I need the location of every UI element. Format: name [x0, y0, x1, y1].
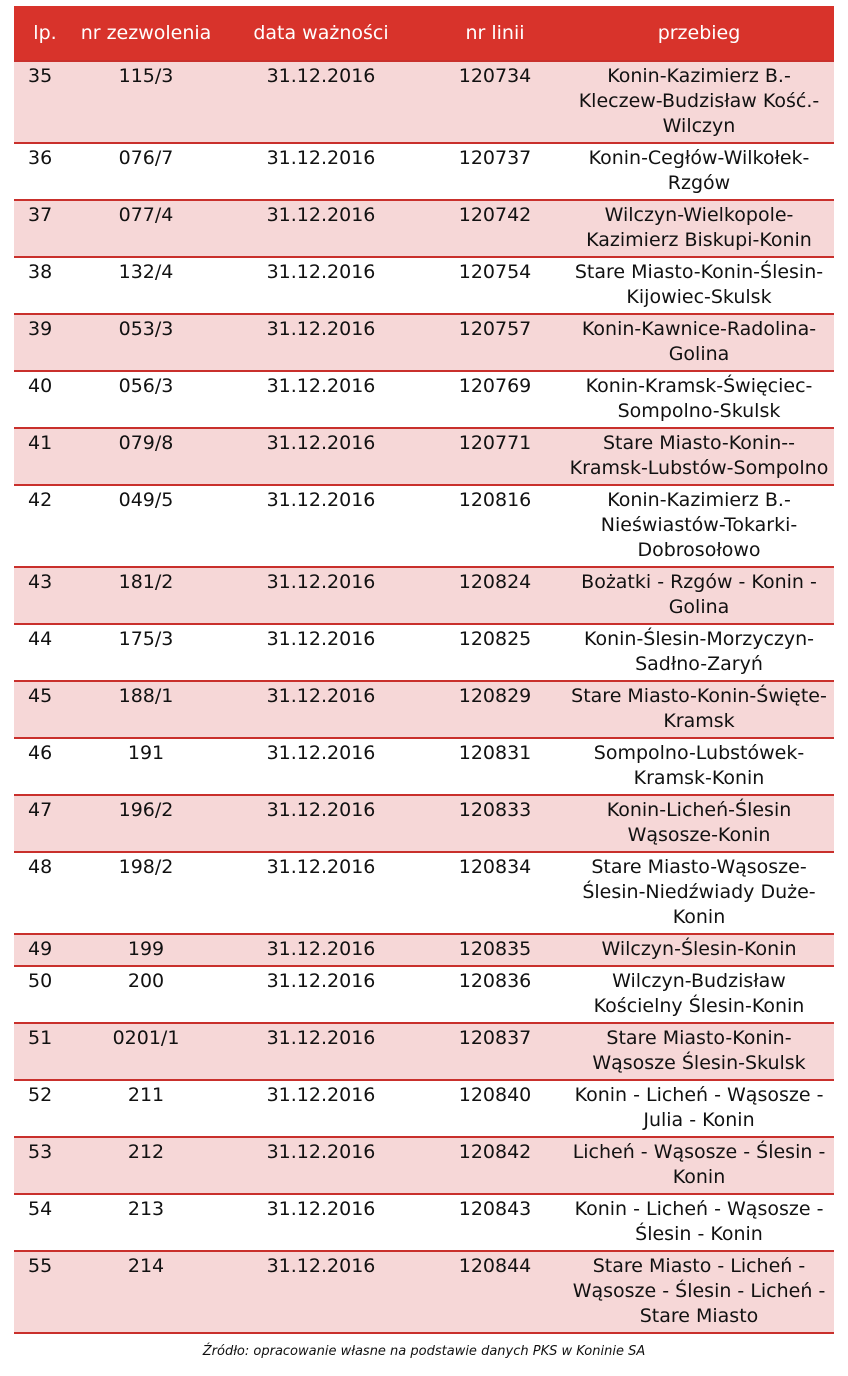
cell-line-number: 120829 [426, 681, 564, 738]
cell-line-number: 120843 [426, 1194, 564, 1251]
table-row [14, 200, 834, 257]
cell-lp: 48 [14, 852, 76, 934]
cell-validity-date: 31.12.2016 [216, 485, 426, 567]
cell-permit-number: 053/3 [76, 314, 216, 371]
cell-line-number: 120836 [426, 966, 564, 1023]
cell-route: Sompolno-Lubstówek-Kramsk-Konin [564, 738, 834, 795]
cell-route: Stare Miasto-Konin-Ślesin-Kijowiec-Skulsk [564, 257, 834, 314]
cell-permit-number: 056/3 [76, 371, 216, 428]
cell-permit-number: 175/3 [76, 624, 216, 681]
table-row [14, 1080, 834, 1137]
cell-lp: 37 [14, 200, 76, 257]
table-row [14, 257, 834, 314]
cell-lp: 50 [14, 966, 76, 1023]
cell-validity-date: 31.12.2016 [216, 681, 426, 738]
header-lp: lp. [14, 6, 76, 61]
cell-route: Stare Miasto-Konin-Wąsosze Ślesin-Skulsk [564, 1023, 834, 1080]
table-body [14, 61, 834, 1333]
cell-lp: 45 [14, 681, 76, 738]
cell-line-number: 120769 [426, 371, 564, 428]
cell-line-number: 120737 [426, 143, 564, 200]
cell-permit-number: 198/2 [76, 852, 216, 934]
header-line-number: nr linii [426, 6, 564, 61]
cell-line-number: 120844 [426, 1251, 564, 1333]
cell-validity-date: 31.12.2016 [216, 567, 426, 624]
cell-lp: 39 [14, 314, 76, 371]
cell-validity-date: 31.12.2016 [216, 1137, 426, 1194]
table-row [14, 428, 834, 485]
cell-lp: 36 [14, 143, 76, 200]
table-row [14, 681, 834, 738]
cell-line-number: 120833 [426, 795, 564, 852]
cell-line-number: 120824 [426, 567, 564, 624]
cell-validity-date: 31.12.2016 [216, 257, 426, 314]
cell-validity-date: 31.12.2016 [216, 428, 426, 485]
cell-validity-date: 31.12.2016 [216, 200, 426, 257]
cell-validity-date: 31.12.2016 [216, 795, 426, 852]
cell-line-number: 120757 [426, 314, 564, 371]
table-row [14, 795, 834, 852]
table-row [14, 61, 834, 143]
cell-validity-date: 31.12.2016 [216, 738, 426, 795]
cell-validity-date: 31.12.2016 [216, 1023, 426, 1080]
table-row [14, 314, 834, 371]
cell-route: Stare Miasto-Konin--Kramsk-Lubstów-Sompolno [564, 428, 834, 485]
cell-permit-number: 199 [76, 934, 216, 966]
table-row [14, 966, 834, 1023]
cell-lp: 54 [14, 1194, 76, 1251]
cell-route: Konin-Licheń-Ślesin Wąsosze-Konin [564, 795, 834, 852]
cell-validity-date: 31.12.2016 [216, 966, 426, 1023]
cell-lp: 42 [14, 485, 76, 567]
cell-route: Konin-Kramsk-Święciec-Sompolno-Skulsk [564, 371, 834, 428]
cell-lp: 55 [14, 1251, 76, 1333]
cell-permit-number: 079/8 [76, 428, 216, 485]
cell-line-number: 120825 [426, 624, 564, 681]
cell-lp: 51 [14, 1023, 76, 1080]
cell-validity-date: 31.12.2016 [216, 1251, 426, 1333]
cell-line-number: 120771 [426, 428, 564, 485]
cell-lp: 38 [14, 257, 76, 314]
table-row [14, 143, 834, 200]
cell-route: Konin-Kawnice-Radolina-Golina [564, 314, 834, 371]
cell-validity-date: 31.12.2016 [216, 61, 426, 143]
table-row [14, 485, 834, 567]
cell-permit-number: 212 [76, 1137, 216, 1194]
cell-route: Stare Miasto-Konin-Święte-Kramsk [564, 681, 834, 738]
cell-permit-number: 181/2 [76, 567, 216, 624]
cell-route: Konin-Kazimierz B.-Kleczew-Budzisław Kość.-Wilczyn [564, 61, 834, 143]
cell-line-number: 120742 [426, 200, 564, 257]
cell-line-number: 120842 [426, 1137, 564, 1194]
cell-permit-number: 213 [76, 1194, 216, 1251]
cell-lp: 47 [14, 795, 76, 852]
table-row [14, 738, 834, 795]
cell-lp: 52 [14, 1080, 76, 1137]
cell-permit-number: 132/4 [76, 257, 216, 314]
cell-route: Stare Miasto-Wąsosze-Ślesin-Niedźwiady Duże-Konin [564, 852, 834, 934]
cell-validity-date: 31.12.2016 [216, 371, 426, 428]
cell-route: Konin-Cegłów-Wilkołek-Rzgów [564, 143, 834, 200]
cell-line-number: 120835 [426, 934, 564, 966]
cell-route: Wilczyn-Budzisław Kościelny Ślesin-Konin [564, 966, 834, 1023]
table-row [14, 624, 834, 681]
header-route: przebieg [564, 6, 834, 61]
cell-validity-date: 31.12.2016 [216, 143, 426, 200]
cell-permit-number: 076/7 [76, 143, 216, 200]
cell-line-number: 120831 [426, 738, 564, 795]
cell-lp: 44 [14, 624, 76, 681]
cell-route: Wilczyn-Wielkopole-Kazimierz Biskupi-Konin [564, 200, 834, 257]
cell-lp: 41 [14, 428, 76, 485]
cell-validity-date: 31.12.2016 [216, 624, 426, 681]
table-row [14, 1251, 834, 1333]
cell-route: Konin - Licheń - Wąsosze - Julia - Konin [564, 1080, 834, 1137]
cell-lp: 35 [14, 61, 76, 143]
table-row [14, 1194, 834, 1251]
cell-permit-number: 211 [76, 1080, 216, 1137]
cell-line-number: 120754 [426, 257, 564, 314]
cell-permit-number: 0201/1 [76, 1023, 216, 1080]
cell-route: Bożatki - Rzgów - Konin - Golina [564, 567, 834, 624]
table-row [14, 852, 834, 934]
cell-permit-number: 049/5 [76, 485, 216, 567]
cell-line-number: 120816 [426, 485, 564, 567]
cell-line-number: 120734 [426, 61, 564, 143]
table-row [14, 567, 834, 624]
cell-route: Konin - Licheń - Wąsosze - Ślesin - Konin [564, 1194, 834, 1251]
permits-table-container [14, 6, 834, 1334]
cell-permit-number: 214 [76, 1251, 216, 1333]
table-row [14, 1023, 834, 1080]
cell-permit-number: 077/4 [76, 200, 216, 257]
cell-lp: 46 [14, 738, 76, 795]
cell-lp: 40 [14, 371, 76, 428]
cell-permit-number: 115/3 [76, 61, 216, 143]
cell-line-number: 120834 [426, 852, 564, 934]
cell-validity-date: 31.12.2016 [216, 314, 426, 371]
cell-validity-date: 31.12.2016 [216, 1080, 426, 1137]
cell-lp: 49 [14, 934, 76, 966]
cell-line-number: 120837 [426, 1023, 564, 1080]
source-caption: Źródło: opracowanie własne na podstawie danych PKS w Koninie SA [202, 1344, 646, 1359]
cell-route: Licheń - Wąsosze - Ślesin - Konin [564, 1137, 834, 1194]
cell-lp: 53 [14, 1137, 76, 1194]
table-row [14, 934, 834, 966]
cell-permit-number: 200 [76, 966, 216, 1023]
cell-validity-date: 31.12.2016 [216, 1194, 426, 1251]
table-row [14, 1137, 834, 1194]
cell-permit-number: 196/2 [76, 795, 216, 852]
cell-route: Konin-Ślesin-Morzyczyn-Sadłno-Zaryń [564, 624, 834, 681]
header-row [14, 6, 834, 61]
permits-table [14, 6, 834, 1334]
cell-permit-number: 188/1 [76, 681, 216, 738]
cell-route: Wilczyn-Ślesin-Konin [564, 934, 834, 966]
cell-validity-date: 31.12.2016 [216, 852, 426, 934]
cell-line-number: 120840 [426, 1080, 564, 1137]
cell-route: Konin-Kazimierz B.-Nieświastów-Tokarki-Dobrosołowo [564, 485, 834, 567]
cell-validity-date: 31.12.2016 [216, 934, 426, 966]
table-row [14, 371, 834, 428]
cell-route: Stare Miasto - Licheń - Wąsosze - Ślesin - Licheń - Stare Miasto [564, 1251, 834, 1333]
header-permit-number: nr zezwolenia [76, 6, 216, 61]
cell-lp: 43 [14, 567, 76, 624]
cell-permit-number: 191 [76, 738, 216, 795]
header-validity-date: data ważności [216, 6, 426, 61]
